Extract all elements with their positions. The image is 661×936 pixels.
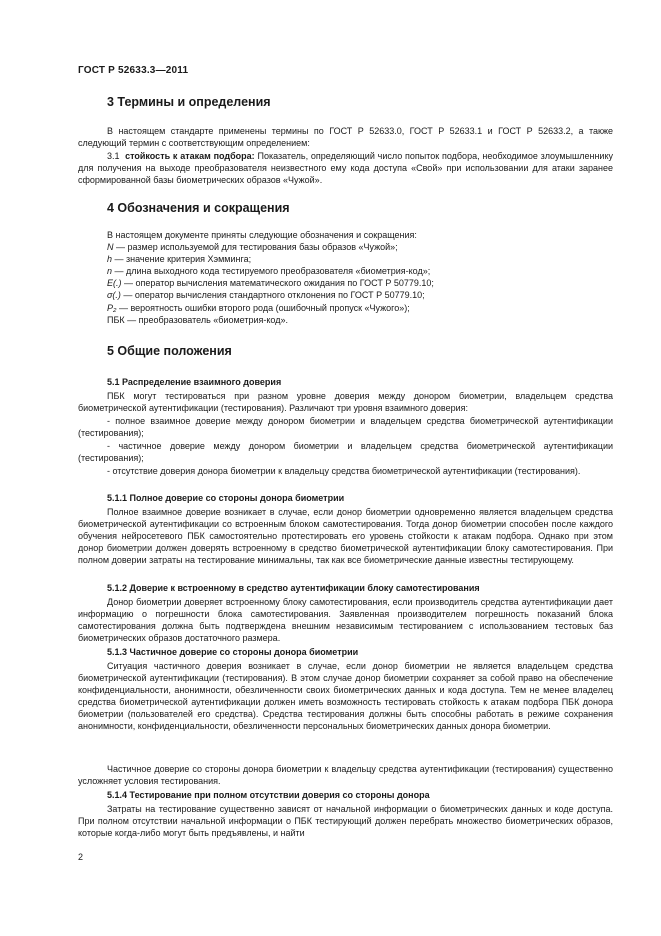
subsection-5-1-para: ПБК могут тестироваться при разном уровне доверия между донором биометрии, владельцем средства биометрической аутентификации (тестирования). Различают три уровня взаимного доверия: xyxy=(78,391,613,414)
subsection-5-1-title: 5.1 Распределение взаимного доверия xyxy=(107,377,282,387)
trust-level-item: - частичное доверие между донором биометрии и владельцем средства биометрической аутентификации (тестирования); xyxy=(78,441,613,464)
abbreviation-intro: В настоящем документе приняты следующие обозначения и сокращения: xyxy=(107,230,417,240)
document-header: ГОСТ Р 52633.3—2011 xyxy=(78,65,189,76)
subsection-5-1-2-title: 5.1.2 Доверие к встроенному в средство аутентификации блоку самотестирования xyxy=(107,583,480,593)
abbreviation-item: ПБК — преобразователь «биометрия-код». xyxy=(107,314,288,325)
subsection-5-1-1-title: 5.1.1 Полное доверие со стороны донора биометрии xyxy=(107,493,345,503)
subsection-5-1-1-para: Полное взаимное доверие возникает в случае, если донор биометрии одновременно является владельцем средства биометрической аутентификации со встроенным блоком самотестирования. Тогда донор биометрии способен после каждого обучения нейросетевого ПБК самостоятельно протестировать его уровень стойкости к атакам подбора. Однако при этом донор биометрии должен доверять встроенному в средство биометрической аутентификации блоку самотестирования. При полном доверии затраты на тестирование минимальны, так как все биометрические данные известны тестирующему. xyxy=(78,507,613,566)
abbreviation-item: N — размер используемой для тестирования базы образов «Чужой»; xyxy=(107,242,398,253)
page-number: 2 xyxy=(78,852,84,862)
subsection-5-1-4-para: Затраты на тестирование существенно зависят от начальной информации о биометрических данных и коде доступа. При полном отсутствии начальной информации о ПБК тестирующий должен перебрать множество биометрических образов, которые когда-либо могут быть предъявлены, и найти xyxy=(78,804,613,839)
subsection-5-1-3-para-2: Частичное доверие со стороны донора биометрии к владельцу средства аутентификации (тестирования) существенно усложняет условия тестирования. xyxy=(78,764,613,787)
abbreviation-item: n — длина выходного кода тестируемого преобразователя «биометрия-код»; xyxy=(107,266,431,277)
subsection-5-1-4-title: 5.1.4 Тестирование при полном отсутствии доверия со стороны донора xyxy=(107,790,430,800)
section-4-title: 4 Обозначения и сокращения xyxy=(107,201,290,215)
section-5-title: 5 Общие положения xyxy=(107,344,232,358)
abbreviation-list xyxy=(107,229,612,326)
definition-text: Показатель, определяющий число попыток подбора, необходимое злоумышленнику для получения на выходе преобразователя неизвестного ему кода доступа «Свой» при использовании для атаки заранее сформированной базы биометрических образов «Чужой». xyxy=(78,151,613,186)
trust-level-item: - отсутствие доверия донора биометрии к владельцу средства биометрической аутентификации (тестирования). xyxy=(107,466,581,476)
subsection-5-1-2-para: Донор биометрии доверяет встроенному блоку самотестирования, если производитель средства аутентификации дает информацию о погрешности блока самотестирования. Заявленная производителем погрешность показаний блока самотестирования должна быть подтверждена внешним независимым тестированием с использованием тестовых баз биометрических образов достаточного размера. xyxy=(78,597,613,644)
subsection-5-1-3-para: Ситуация частичного доверия возникает в случае, если донор биометрии не является владельцем средства биометрической аутентификации (тестирования). В этом случае донор биометрии сохраняет за собой право на обеспечение конфиденциальности, анонимности, обезличенности своих биометрических данных и кода доступа. Тем не менее владелец средства биометрической аутентификации должен иметь возможность тестировать стойкость к атакам подбора ПБК донора биометрии (пользователей его средства). Средства тестирования должны быть способны работать в режиме сохранения анонимности, конфиденциальности, обезличенности персональных биометрических данных донора биометрии. xyxy=(78,661,613,732)
definition-term: стойкость к атакам подбора: xyxy=(125,151,255,161)
definition-3-1 xyxy=(78,150,613,186)
definition-number: 3.1 xyxy=(107,151,120,161)
section-3-intro: В настоящем стандарте применены термины по ГОСТ Р 52633.0, ГОСТ Р 52633.1 и ГОСТ Р 52633.2, а также следующий термин с соответствующим определением: xyxy=(78,126,613,149)
abbreviation-item: σ(.) — оператор вычисления стандартного отклонения по ГОСТ Р 50779.10; xyxy=(107,290,425,301)
abbreviation-item: P₂ — вероятность ошибки второго рода (ошибочный пропуск «Чужого»); xyxy=(107,302,410,313)
section-3-title: 3 Термины и определения xyxy=(107,95,271,109)
abbreviation-item: E(.) — оператор вычисления математического ожидания по ГОСТ Р 50779.10; xyxy=(107,278,434,289)
abbreviation-item: h — значение критерия Хэмминга; xyxy=(107,254,252,265)
trust-level-item: - полное взаимное доверие между донором биометрии и владельцем средства биометрической аутентификации (тестирования); xyxy=(78,416,613,439)
subsection-5-1-3-title: 5.1.3 Частичное доверие со стороны донора биометрии xyxy=(107,647,359,657)
